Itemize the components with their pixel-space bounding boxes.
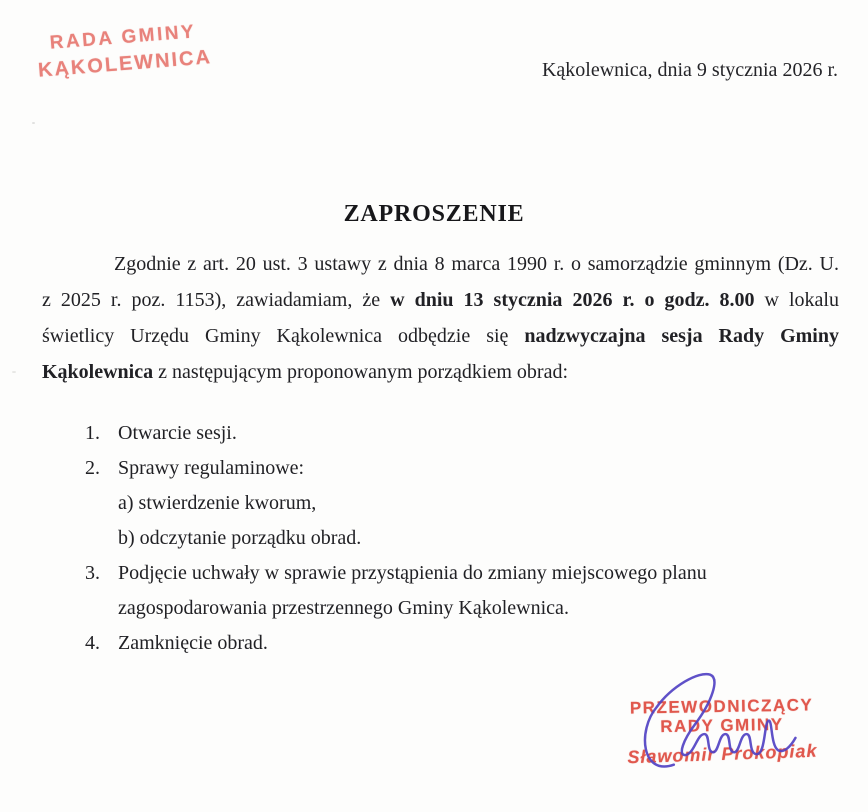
scan-speck (12, 371, 16, 373)
list-item (85, 416, 805, 451)
list-item-continuation (85, 591, 805, 626)
list-item-text: Podjęcie uchwały w sprawie przystąpienia do zmiany miejscowego planu (118, 562, 707, 584)
stamp-line: RADA GMINY (48, 21, 197, 54)
chairman-stamp (623, 695, 820, 768)
text-run: z następującym proponowanym porządkiem obrad: (153, 361, 568, 383)
list-item-number (85, 521, 118, 556)
list-item-number: 3. (85, 562, 100, 584)
list-item-number: 2. (85, 457, 100, 479)
stamp-line: PRZEWODNICZĄCY (629, 695, 814, 718)
scan-speck (32, 122, 35, 124)
bold-text-run: Kąkolewnica (42, 361, 154, 383)
list-item-number: 1. (85, 422, 100, 444)
list-subitem (85, 521, 805, 556)
bold-text-run: nadzwyczajna sesja Rady Gminy (524, 325, 839, 347)
text-run: w lokalu (754, 289, 839, 311)
list-item-number: 4. (85, 632, 100, 654)
list-item-text: Sprawy regulaminowe: (118, 457, 305, 479)
list-item-text: Zamknięcie obrad. (118, 632, 268, 654)
list-item (85, 451, 805, 486)
list-item-text: Otwarcie sesji. (118, 422, 237, 444)
chairman-name: Sławomir Prokopiak (627, 740, 818, 768)
paragraph-line (42, 354, 839, 390)
stamp-line: KĄKOLEWNICA (37, 46, 213, 82)
list-item-number (85, 591, 118, 626)
date-line: Kąkolewnica, dnia 9 stycznia 2026 r. (541, 59, 838, 81)
text-run: świetlicy Urzędu Gminy Kąkolewnica odbędzie się (42, 325, 525, 347)
list-item (85, 556, 805, 591)
list-item (85, 626, 805, 661)
office-stamp-top (22, 16, 226, 86)
list-item-text: a) stwierdzenie kworum, (118, 492, 317, 514)
text-run: Zgodnie z art. 20 ust. 3 ustawy z dnia 8 marca 1990 r. o samorządzie gminnym (Dz. U. (114, 253, 839, 275)
page-title: ZAPROSZENIE (343, 201, 525, 227)
list-item-number (85, 486, 118, 521)
paragraph-line (42, 282, 839, 318)
paragraph-line (42, 318, 839, 354)
stamp-line: RADY GMINY (660, 714, 784, 737)
agenda-list (85, 416, 805, 661)
body-paragraph (42, 246, 839, 390)
bold-text-run: w dniu 13 stycznia 2026 r. o godz. 8.00 (390, 289, 755, 311)
list-item-text: b) odczytanie porządku obrad. (118, 527, 362, 549)
list-subitem (85, 486, 805, 521)
text-run: z 2025 r. poz. 1153), zawiadamiam, że (42, 289, 391, 311)
list-item-text: zagospodarowania przestrzennego Gminy Kąkolewnica. (118, 597, 569, 619)
paragraph-line (42, 246, 839, 282)
